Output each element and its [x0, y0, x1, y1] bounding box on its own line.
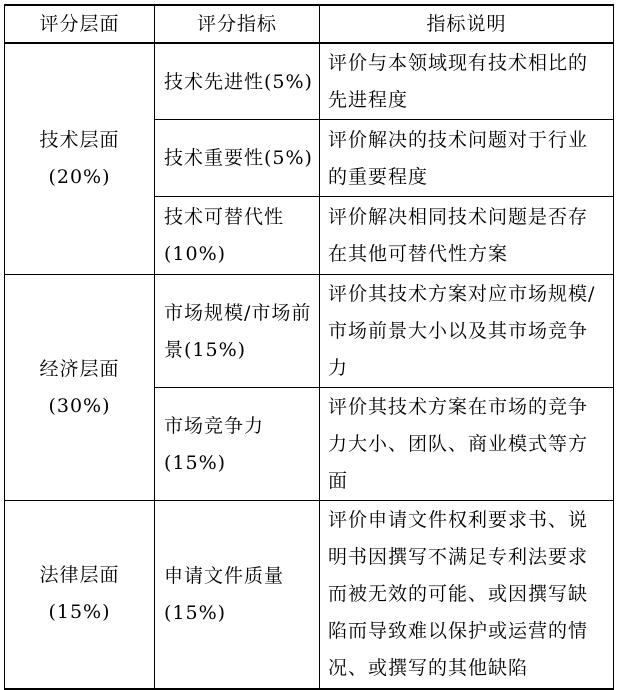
- indicator-cell: 市场规模/市场前景(15%): [155, 275, 320, 388]
- header-description: 指标说明: [320, 5, 614, 43]
- description-cell: 评价解决的技术问题对于行业的重要程度: [320, 120, 614, 197]
- indicator-cell: 技术可替代性(10%): [155, 197, 320, 275]
- header-indicator: 评分指标: [155, 5, 320, 43]
- header-row: [5, 5, 614, 43]
- dimension-weight: (15%): [48, 601, 111, 624]
- dimension-weight: (20%): [48, 166, 111, 188]
- description-cell: 评价与本领域现有技术相比的先进程度: [320, 43, 614, 120]
- table-row: [5, 43, 614, 120]
- dimension-weight: (30%): [48, 394, 111, 417]
- dimension-name: 经济层面: [39, 357, 120, 380]
- header-dimension: 评分层面: [5, 5, 155, 43]
- description-cell: 评价申请文件权利要求书、说明书因撰写不满足专利法要求而被无效的可能、或因撰写缺陷而导致难以保护或运营的情况、或撰写的其他缺陷: [320, 501, 614, 689]
- indicator-cell: 技术先进性(5%): [155, 43, 320, 120]
- dimension-cell-technology: [5, 43, 155, 275]
- dimension-name: 法律层面: [39, 564, 120, 587]
- dimension-cell-economy: [5, 275, 155, 501]
- description-cell: 评价其技术方案在市场的竞争力大小、团队、商业模式等方面: [320, 388, 614, 501]
- indicator-cell: 技术重要性(5%): [155, 120, 320, 197]
- scoring-table: [4, 4, 614, 690]
- description-cell: 评价解决相同技术问题是否存在其他可替代性方案: [320, 197, 614, 275]
- description-cell: 评价其技术方案对应市场规模/市场前景大小以及其市场竞争力: [320, 275, 614, 388]
- indicator-cell: 申请文件质量(15%): [155, 501, 320, 689]
- table-row: [5, 501, 614, 689]
- table-row: [5, 275, 614, 388]
- indicator-cell: 市场竞争力(15%): [155, 388, 320, 501]
- dimension-name: 技术层面: [39, 129, 120, 151]
- dimension-cell-legal: [5, 501, 155, 689]
